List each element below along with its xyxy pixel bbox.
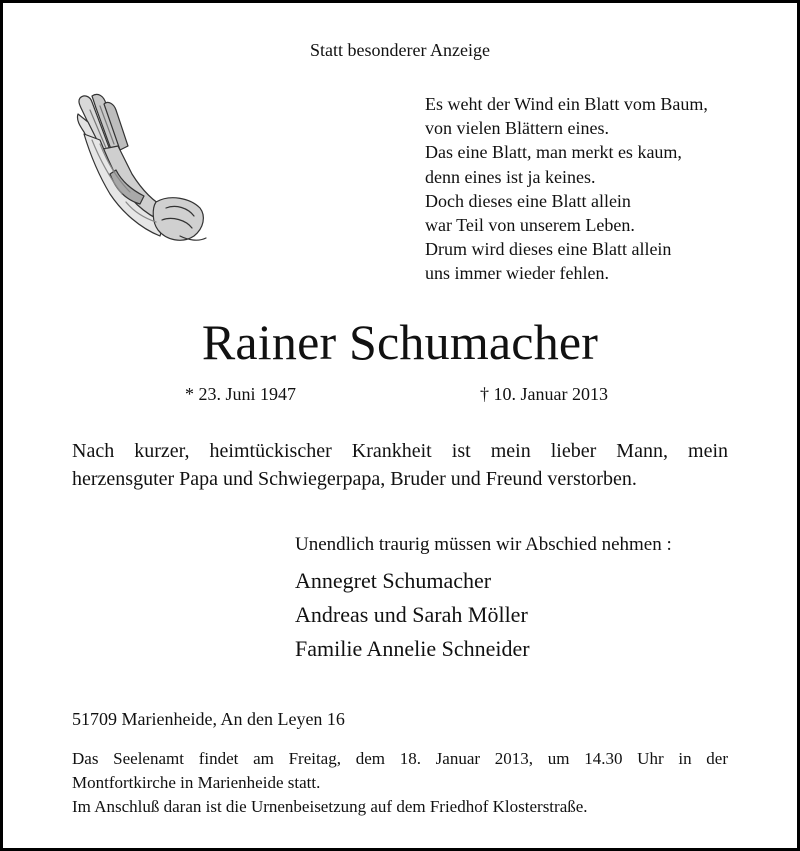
- poem-line: uns immer wieder fehlen.: [425, 263, 609, 284]
- mourner-name: Andreas und Sarah Möller: [295, 602, 528, 627]
- service-notice: [72, 747, 728, 819]
- birth-date: * 23. Juni 1947: [185, 384, 297, 404]
- poem-line: war Teil von unserem Leben.: [425, 215, 635, 236]
- announcement-line: herzensguter Papa und Schwiegerpapa, Bruder und Freund verstorben.: [72, 468, 637, 490]
- poem-line: Doch dieses eine Blatt allein: [425, 190, 631, 211]
- poem-line: Es weht der Wind ein Blatt vom Baum,: [425, 94, 708, 114]
- poem-line: Drum wird dieses eine Blatt allein: [425, 239, 672, 260]
- notice-line: Im Anschluß daran ist die Urnenbeisetzung auf dem Friedhof Klosterstraße.: [72, 797, 588, 816]
- mourner-name: Annegret Schumacher: [295, 568, 492, 593]
- poem-line: von vielen Blättern eines.: [425, 118, 609, 139]
- notice-line: Montfortkirche in Marienheide statt.: [72, 773, 321, 792]
- mourner-name: Familie Annelie Schneider: [295, 636, 530, 661]
- poem: [425, 92, 785, 286]
- poem-line: denn eines ist ja keines.: [425, 166, 596, 187]
- mourners-intro: Unendlich traurig müssen wir Abschied nehmen :: [295, 534, 672, 555]
- address: 51709 Marienheide, An den Leyen 16: [72, 709, 345, 729]
- announcement-line: Nach kurzer, heimtückischer Krankheit ist mein lieber Mann, mein: [72, 440, 728, 462]
- praying-hands-icon: [70, 90, 210, 250]
- notice-line: Das Seelenamt findet am Freitag, dem 18. Januar 2013, um 14.30 Uhr in der: [72, 749, 728, 768]
- header-notice: Statt besonderer Anzeige: [310, 40, 490, 60]
- deceased-name: Rainer Schumacher: [201, 314, 599, 370]
- death-date: † 10. Januar 2013: [480, 384, 608, 404]
- poem-line: Das eine Blatt, man merkt es kaum,: [425, 142, 682, 163]
- announcement-text: [72, 437, 728, 493]
